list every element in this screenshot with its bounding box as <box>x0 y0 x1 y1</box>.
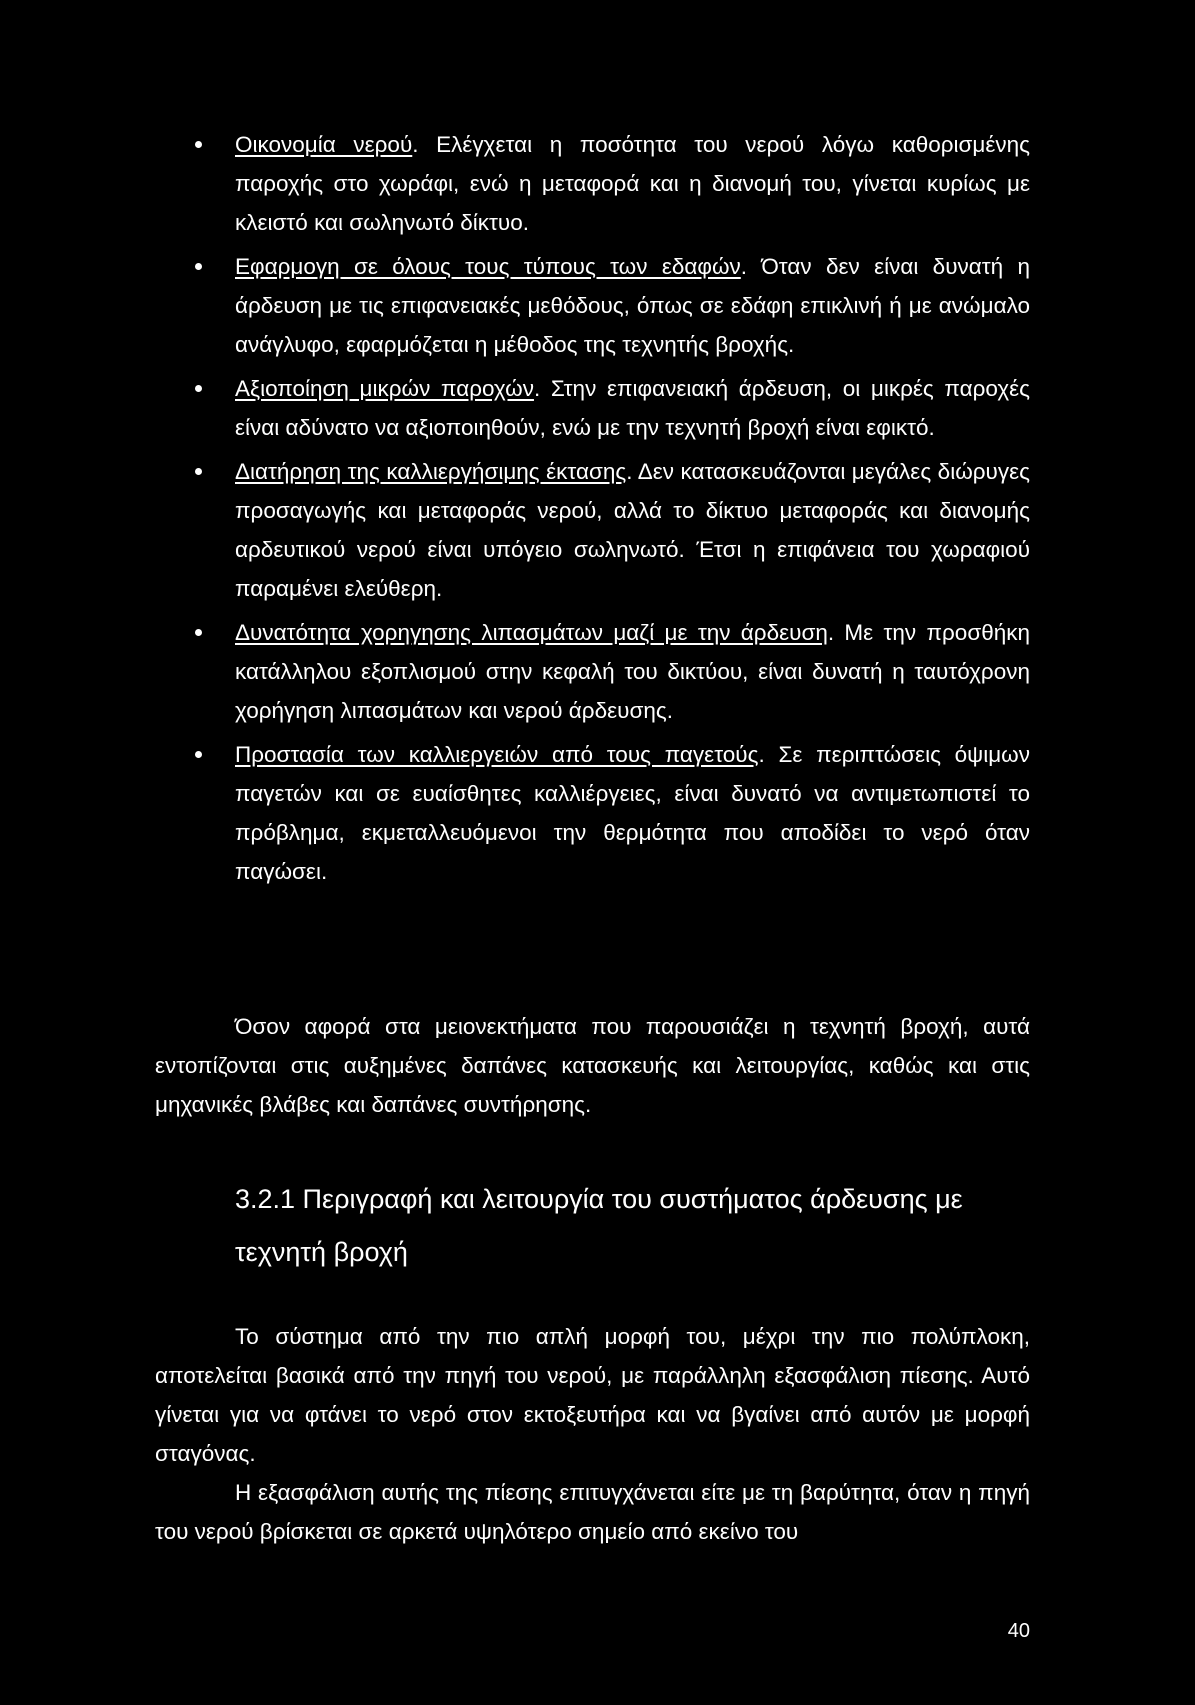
list-item <box>195 125 1030 242</box>
list-item <box>195 452 1030 608</box>
bullet-text: . Σε περιπτώσεις όψιμων παγετών και σε ευαίσθητες καλλιέργειες, είναι δυνατό να αντιμετωπιστεί το πρόβλημα, εκμεταλλευόμενοι την θερμότητα που αποδίδει το νερό όταν παγώσει. <box>235 742 1030 884</box>
advantages-list <box>195 125 1030 896</box>
bullet-title: Οικονομία νερού <box>235 132 413 157</box>
list-item <box>195 247 1030 364</box>
pressure-paragraph: Η εξασφάλιση αυτής της πίεσης επιτυγχάνεται είτε με τη βαρύτητα, όταν η πηγή του νερού βρίσκεται σε αρκετά υψηλότερο σημείο από εκείνο του <box>155 1480 1030 1544</box>
bullet-title: Εφαρμογη σε όλους τους τύπους των εδαφών <box>235 254 741 279</box>
bullet-icon <box>195 468 202 475</box>
section-heading: 3.2.1 Περιγραφή και λειτουργία του συστήματος άρδευσης με τεχνητή βροχή <box>235 1184 963 1267</box>
bullet-icon <box>195 263 202 270</box>
bullet-text: . Ελέγχεται η ποσότητα του νερού λόγω καθορισμένης παροχής στο χωράφι, ενώ η μεταφορά και η διανομή του, γίνεται κυρίως με κλειστό και σωληνωτό δίκτυο. <box>235 132 1031 235</box>
bullet-icon <box>195 385 202 392</box>
bullet-icon <box>195 141 202 148</box>
list-item <box>195 735 1030 891</box>
bullet-title: Προστασία των καλλιεργειών από τους παγετούς <box>235 742 759 767</box>
list-item <box>195 613 1030 730</box>
bullet-title: Δυνατότητα χορηγησης λιπασμάτων μαζί με την άρδευση <box>235 620 828 645</box>
bullet-text: . Όταν δεν είναι δυνατή η άρδευση με τις επιφανειακές μεθόδους, όπως σε εδάφη επικλινή ή με ανώμαλο ανάγλυφο, εφαρμόζεται η μέθοδος της τεχνητής βροχής. <box>235 254 1030 357</box>
page-number: 40 <box>1007 1620 1030 1642</box>
bullet-title: Διατήρηση της καλλιεργήσιμης έκτασης <box>235 459 627 484</box>
bullet-text: . Με την προσθήκη κατάλληλου εξοπλισμού στην κεφαλή του δικτύου, είναι δυνατή η ταυτόχρονη χορήγηση λιπασμάτων και νερού άρδευσης. <box>235 620 1030 723</box>
bullet-text: . Δεν κατασκευάζονται μεγάλες διώρυγες προσαγωγής και μεταφοράς νερού, αλλά το δίκτυο μεταφοράς και διανομής αρδευτικού νερού είναι υπόγειο σωληνωτό. Έτσι η επιφάνεια του χωραφιού παραμένει ελεύθερη. <box>235 459 1030 601</box>
bullet-icon <box>195 751 202 758</box>
disadvantages-paragraph: Όσον αφορά στα μειονεκτήματα που παρουσιάζει η τεχνητή βροχή, αυτά εντοπίζονται στις αυξημένες δαπάνες κατασκευής και λειτουργίας, καθώς και στις μηχανικές βλάβες και δαπάνες συντήρησης. <box>155 1014 1030 1117</box>
bullet-text: . Στην επιφανειακή άρδευση, οι μικρές παροχές είναι αδύνατο να αξιοποιηθούν, ενώ με την τεχνητή βροχή είναι εφικτό. <box>235 376 1031 440</box>
list-item <box>195 369 1030 447</box>
bullet-icon <box>195 629 202 636</box>
system-description-paragraph: Το σύστημα από την πιο απλή μορφή του, μέχρι την πιο πολύπλοκη, αποτελείται βασικά από την πηγή του νερού, με παράλληλη εξασφάλιση πίεσης. Αυτό γίνεται για να φτάνει το νερό στον εκτοξευτήρα και να βγαίνει από αυτόν με μορφή σταγόνας. <box>155 1324 1030 1466</box>
bullet-title: Αξιοποίηση μικρών παροχών <box>235 376 534 401</box>
